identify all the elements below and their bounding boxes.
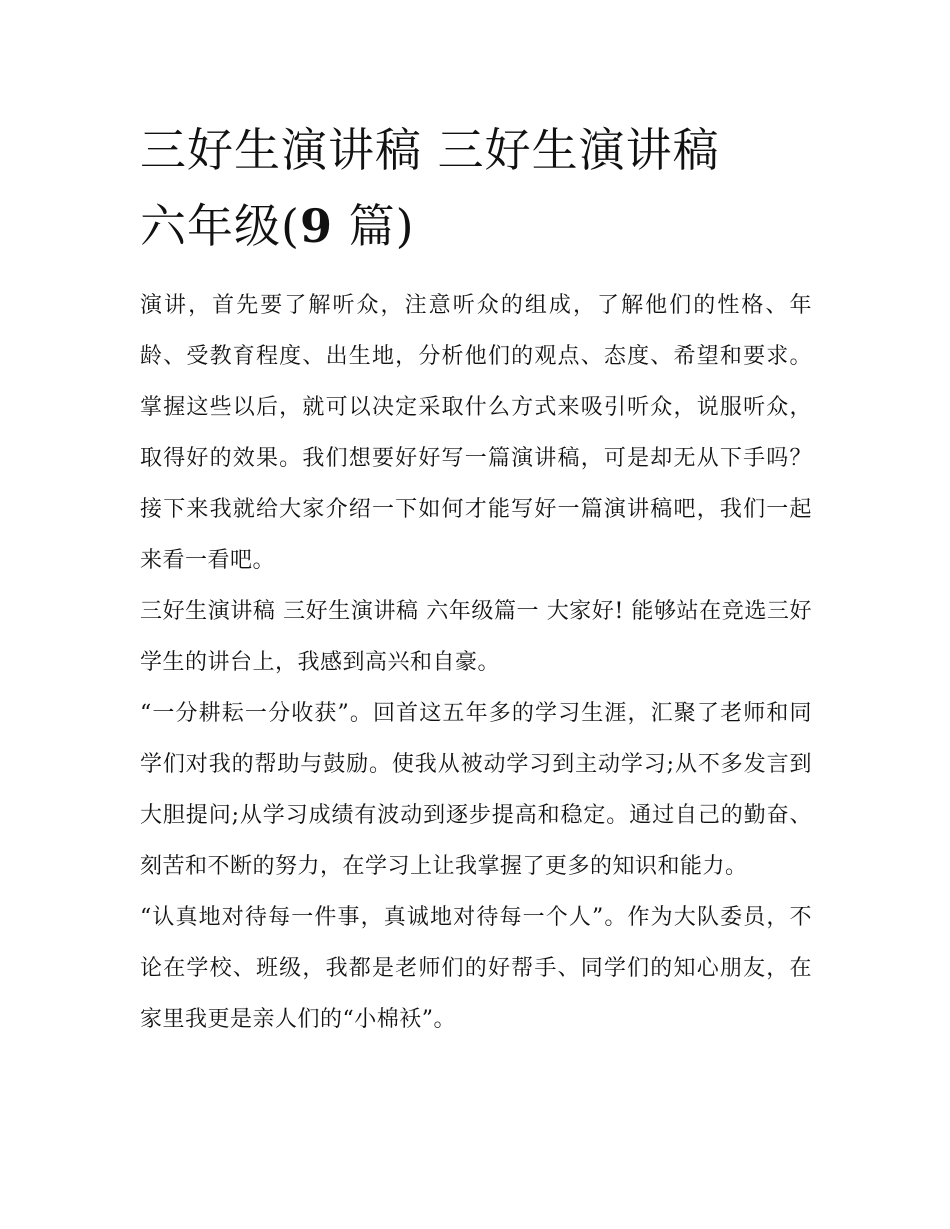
title-line-2-number: 9 bbox=[299, 199, 333, 253]
study-paragraph: “一分耕耘一分收获”。回首这五年多的学习生涯，汇聚了老师和同学们对我的帮助与鼓励。使我从被动学习到主动学习;从不多发言到大胆提问;从学习成绩有波动到逐步提高和稳定。通过自己的勤奋、刻苦和不断的努力，在学习上让我掌握了更多的知识和能力。 bbox=[140, 701, 812, 879]
document-title bbox=[140, 112, 812, 264]
speech-opening-paragraph: 三好生演讲稿 三好生演讲稿 六年级篇一 大家好! 能够站在竞选三好学生的讲台上，我感到高兴和自豪。 bbox=[140, 599, 812, 675]
committee-paragraph: “认真地对待每一件事，真诚地对待每一个人”。作为大队委员，不论在学校、班级，我都是老师们的好帮手、同学们的知心朋友，在家里我更是亲人们的“小棉袄”。 bbox=[140, 905, 812, 1032]
intro-paragraph: 演讲，首先要了解听众，注意听众的组成，了解他们的性格、年龄、受教育程度、出生地，分析他们的观点、态度、希望和要求。掌握这些以后，就可以决定采取什么方式来吸引听众，说服听众，取得好的效果。我们想要好好写一篇演讲稿，可是却无从下手吗？接下来我就给大家介绍一下如何才能写好一篇演讲稿吧，我们一起来看一看吧。 bbox=[140, 293, 812, 573]
title-line-2-prefix: 六年级( bbox=[140, 199, 300, 253]
title-line-2-suffix: 篇) bbox=[332, 199, 415, 253]
document-page bbox=[140, 112, 812, 1045]
title-line-1: 三好生演讲稿 三好生演讲稿 bbox=[140, 123, 720, 177]
document-body bbox=[140, 280, 812, 1045]
